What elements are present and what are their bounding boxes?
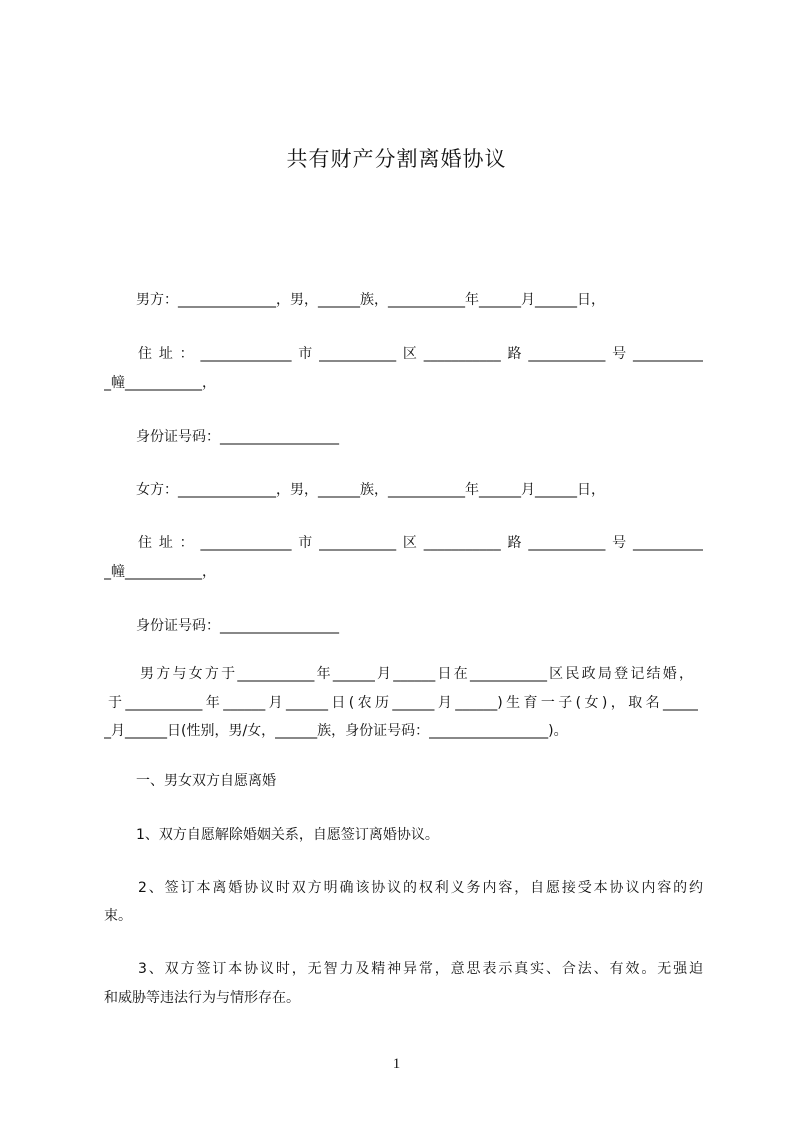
wife-info-line: 女方：______________，男，______族，___________年______月______日， xyxy=(136,482,605,498)
marriage-line: _月______日(性别，男/女，______族，身份证号码：_________________)。 xyxy=(104,723,568,739)
clause-item-2: 2、签订本离婚协议时双方明确该协议的权利义务内容，自愿接受本协议内容的约 xyxy=(138,880,703,896)
page-number: 1 xyxy=(392,1056,401,1072)
clause-item-3-cont: 和威胁等违法行为与情形存在。 xyxy=(104,990,300,1006)
husband-address-line: 住址：_____________市___________区___________路___________号__________ xyxy=(138,346,703,362)
clause-item-2-cont: 束。 xyxy=(104,908,132,924)
section-heading: 一、男女双方自愿离婚 xyxy=(136,773,276,789)
document-title: 共有财产分割离婚协议 xyxy=(286,147,507,171)
marriage-line: 于___________年______月______日(农历______月______)生育一子(女)，取名_____ xyxy=(108,695,698,711)
wife-address-line-cont: _幢___________， xyxy=(104,564,216,580)
clause-item-3: 3、双方签订本协议时，无智力及精神异常，意思表示真实、合法、有效。无强迫 xyxy=(138,961,703,977)
clause-item-1: 1、双方自愿解除婚姻关系，自愿签订离婚协议。 xyxy=(136,827,439,843)
husband-id-line: 身份证号码：_________________ xyxy=(136,429,339,445)
husband-info-line: 男方：______________，男，______族，___________年______月______日， xyxy=(136,292,605,308)
marriage-line: 男方与女方于___________年______月______日在___________区民政局登记结婚， xyxy=(140,666,693,682)
husband-address-line-cont: _幢___________， xyxy=(104,375,216,391)
wife-address-line: 住址：_____________市___________区___________路___________号__________ xyxy=(138,535,703,551)
wife-id-line: 身份证号码：_________________ xyxy=(136,618,339,634)
